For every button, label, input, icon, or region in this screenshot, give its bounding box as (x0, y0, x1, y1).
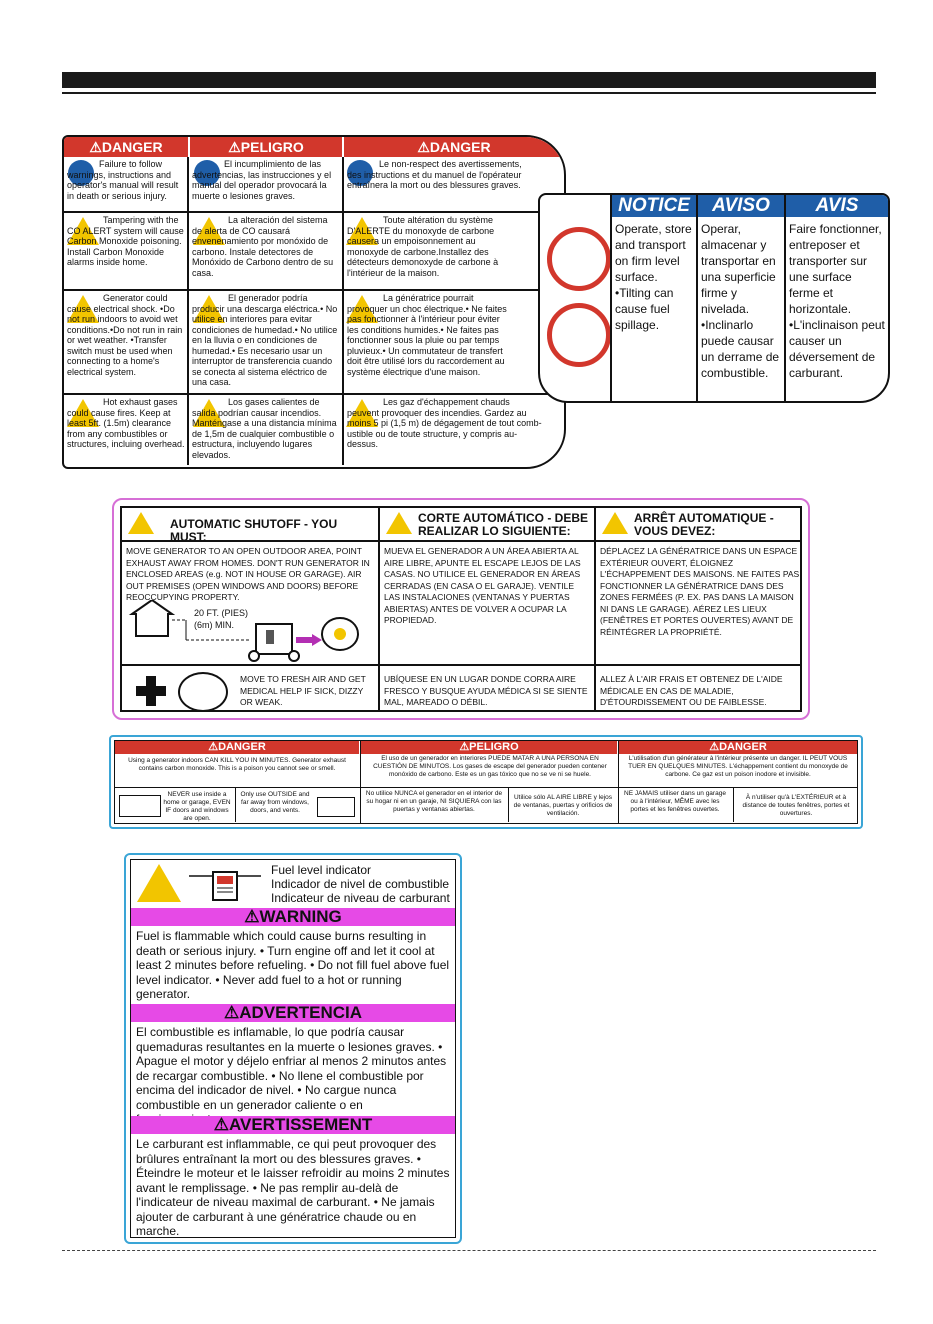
co-outside-fr: À n'utiliser qu'à L'EXTÉRIEUR et à distance de toutes fenêtres, portes et ouvertures. (742, 794, 850, 817)
danger-header-fr: ⚠DANGER (619, 741, 857, 754)
warning-text: Le non-respect des avertissements, des instructions et du manuel de l'opérateur entraînera la mort ou des blessures graves. (347, 159, 522, 190)
no-tilt-icon (547, 303, 611, 367)
peligro-header: ⚠PELIGRO (361, 741, 617, 754)
distance-label: 20 FT. (PIES) (6m) MIN. (194, 608, 249, 630)
warning-text: Failure to follow warnings, instructions and operator's manual will result in death or serious injury. (67, 159, 179, 201)
divider (610, 195, 612, 401)
fuel-text-es: El combustible es inflamable, lo que podría causar quemaduras resultantes en la muerte o lesiones graves. • Apague el motor y déjelo enfriar al menos 2 minutos antes de recargar combustible. • No llene el combustible por encima del indicador de nivel. • No cargue nunca combustible en un generador caliente o en (136, 1025, 447, 1112)
danger-header-en: ⚠DANGER (115, 741, 359, 754)
co-outside-es: Utilice sólo AL AIRE LIBRE y lejos de ventanas, puertas y orificios de ventilación. (513, 794, 613, 817)
co-text-fr: L'utilisation d'un générateur à l'intérieur présente un danger. IL PEUT VOUS TUER EN QUELQUES MINUTES. L'échappement contient du monoxyde de carbone. Ce gaz est un poison inodore et invisible. (628, 755, 848, 778)
automatic-shutoff-label (112, 498, 810, 720)
medical-text-en: MOVE TO FRESH AIR AND GET MEDICAL HELP IF SICK, DIZZY OR WEAK. (240, 674, 366, 707)
fuel-text-en: Fuel is flammable which could cause burns resulting in death or serious injury. • Turn engine off and let it cool at least 2 minutes before refueling. • Do not fill fuel above fuel level indicator. • Never add fuel to a hot or running generator. (136, 929, 450, 1001)
danger-header-en: ⚠DANGER (64, 137, 188, 157)
shutoff-heading-fr: ARRÊT AUTOMATIQUE - VOUS DEVEZ: (634, 511, 774, 538)
dizzy-face-icon (178, 672, 228, 712)
row-divider (64, 289, 564, 291)
avis-header: AVIS (786, 195, 888, 217)
divider (696, 195, 698, 401)
divider (784, 195, 786, 401)
co-outside-en: Only use OUTSIDE and far away from windows, doors, and vents. (240, 791, 310, 814)
advertencia-band: ⚠ADVERTENCIA (131, 1004, 455, 1022)
fire-hazard-icon (137, 864, 181, 902)
row-divider (64, 393, 564, 395)
footer-rule (62, 1250, 876, 1251)
co-text-en: Using a generator indoors CAN KILL YOU IN MINUTES. Generator exhaust contains carbon monoxide. This is a poison you cannot see or smell. (128, 757, 346, 772)
shutoff-text-fr: DÉPLACEZ LA GÉNÉRATRICE DANS UN ESPACE EXTÉRIEUR OUVERT, ÉLOIGNEZ L'ÉCHAPPEMENT DES MAISONS. NE FAITES PAS FONCTIONNER LA GÉNÉRATRICE DANS DES ZONES FERMÉES (P. EX. PAS DANS LA MAISON NI DANS LE GARAGE). AÉREZ LES LIEUX (FENÊTRES ET PORTES OUVERTES) AVANT DE RÉINTÉGRER LA PROPRIÉTÉ. (600, 546, 800, 637)
co-never-es: No utilice NUNCA el generador en el interior de su hogar ni en un garaje, NI SIQUIERA con las puertas y ventanas abiertas. (365, 790, 503, 813)
notice-text-en: Operate, store and transport on firm level surface. •Tilting can cause fuel spillage. (615, 222, 692, 332)
notice-header: NOTICE (612, 195, 696, 217)
fuel-gauge-icon (185, 862, 265, 904)
notice-text-fr: Faire fonctionner, entreposer et transporter sur une surface ferme et horizontale. •L'inclinaison peut causer un déversement de carburant. (789, 222, 885, 380)
warning-text: El generador podría producir una descarga eléctrica.• No utilice en interiores para evitar condiciones de humedad.• No utilice en la lluvia o en condiciones de humedad.• Es necesario usar un interruptor de transferencia cuando se conecta al sistema eléctrico de una casa. (192, 293, 338, 387)
aviso-header: AVISO (698, 195, 784, 217)
warning-text: Toute altération du système D'ALERTE du monoxyde de carbone causera un empoisonnement au monoxyde de carbone.Installez des détecteurs demonoxyde de carbone à l'intérieur de la maison. (347, 215, 499, 278)
shutoff-frame (120, 506, 802, 712)
co-danger-label (109, 735, 863, 829)
shutoff-heading-es: CORTE AUTOMÁTICO - DEBE REALIZAR LO SIGUIENTE: (418, 511, 588, 538)
medical-text-es: UBÍQUESE EN UN LUGAR DONDE CORRA AIRE FRESCO Y BUSQUE AYUDA MÉDICA SI SE SIENTE MAL, MAREADO O DÉBIL. (384, 674, 588, 707)
warning-text: Les gaz d'échappement chauds peuvent provoquer des incendies. Gardez au moins 5 pi (1,5 m) de dégagement de tout comb-ustible ou de toute structure, y compris au-dessus. (347, 397, 542, 449)
medical-text-fr: ALLEZ À L'AIR FRAIS ET OBTENEZ DE L'AIDE MÉDICALE EN CAS DE MALADIE, D'ÉTOURDISSEMENT OU DE FAIBLESSE. (600, 674, 783, 707)
notice-label (538, 193, 890, 403)
danger-header-fr: ⚠DANGER (344, 137, 564, 157)
warning-icon (602, 512, 628, 534)
medical-cross-icon (136, 676, 166, 706)
fuel-indicator-fr: Indicateur de niveau de carburant (271, 891, 450, 905)
fuel-text-fr: Le carburant est inflammable, ce qui peut provoquer des brûlures entraînant la mort ou des blessures graves. • Éteindre le moteur et le laisser refroidir au moins 2 minutes avant le remplissage. • Ne pas remplir au-delà de l'indicateur de niveau maximal de carburant. • Ne jamais ajouter de carburant à une génératrice chaude ou en marche. (136, 1137, 450, 1238)
no-tilt-icon (547, 227, 611, 291)
co-never-en: NEVER use inside a home or garage, EVEN IF doors and windows are open. (163, 791, 231, 822)
co-never-fr: NE JAMAIS utiliser dans un garage ou à l'intérieur, MÊME avec les portes et les fenêtres ouvertes. (624, 790, 726, 813)
warning-text: Tampering with the CO ALERT system will cause Carbon Monoxide poisoning. Install Carbon Monoxide alarms inside home. (67, 215, 184, 267)
shutoff-text-en: MOVE GENERATOR TO AN OPEN OUTDOOR AREA, POINT EXHAUST AWAY FROM HOMES. DON'T RUN GENERATOR IN ENCLOSED AREAS (e.g. NOT IN HOUSE OR GARAGE). AIR OUT PREMISES (OPEN WINDOWS AND DOORS) BEFORE REOCCUPYING PROPERTY. (126, 546, 370, 602)
avertissement-band: ⚠AVERTISSEMENT (131, 1116, 455, 1134)
warning-text: Generator could cause electrical shock. •Do not run indoors to avoid wet conditions.•Do not run in rain or wet weather. •Transfer switch must be used when connecting to a home's electrical system. (67, 293, 183, 377)
warning-text: Los gases calientes de salida podrían causar incendios. Manténgase a una distancia mínima de 1,5m de cualquier combustible o estructura, incluyendo lugares elevados. (192, 397, 337, 460)
fuel-indicator-es: Indicador de nivel de combustible (271, 877, 450, 891)
outside-house-icon (317, 797, 355, 817)
shutoff-heading-en: AUTOMATIC SHUTOFF - YOU MUST: (170, 517, 338, 544)
fuel-warning-label (124, 853, 462, 1244)
row-divider (64, 211, 564, 213)
warning-text: El incumplimiento de las advertencias, las instrucciones y el manual del operador provocará la muerte o lesiones graves. (192, 159, 332, 201)
danger-label-trilingual (62, 135, 566, 469)
no-indoor-icon (119, 795, 161, 817)
fuel-frame (130, 859, 456, 1238)
notice-text-es: Operar, almacenar y transportar en una superficie firme y nivelada. •Inclinarlo puede causar un derrame de combustible. (701, 222, 780, 380)
warning-band: ⚠WARNING (131, 908, 455, 926)
fuel-indicator-en: Fuel level indicator (271, 863, 372, 877)
warning-text: Hot exhaust gases could cause fires. Keep at least 5ft. (1.5m) clearance from any combustibles or structures, incluing overhead. (67, 397, 185, 449)
warning-text: La génératrice pourrait provoquer un choc électrique.• Ne faites pas fonctionner à l'intérieur pour éviter les conditions humides.• Ne faites pas fonctionner sous la pluie ou par temps pluvieux.• Un commutateur de transfert doit être utilisé lors du raccordement au système électrique d'une maison. (347, 293, 507, 377)
warning-text: La alteración del sistema de alerta de CO causará envenenamiento por monóxido de carbono. Instale detectores de Monóxido de Carbono dentro de su casa. (192, 215, 334, 278)
co-text-es: El uso de un generador en interiores PUEDE MATAR A UNA PERSONA EN CUESTIÓN DE MINUTOS. Los gases de escape del generador pueden contener monóxido de carbono. Este es un gas tóxico que no se ve ni se huele. (373, 755, 607, 778)
warning-icon (386, 512, 412, 534)
header-bar (62, 72, 876, 88)
header-rule (62, 92, 876, 94)
shutoff-text-es: MUEVA EL GENERADOR A UN ÁREA ABIERTA AL AIRE LIBRE, APUNTE EL ESCAPE LEJOS DE LAS CASAS. NO UTILICE EL GENERADOR EN ÁREAS CERRADAS (EN CASA O EL GARAJE). VENTILE LAS INSTALACIONES (VENTANAS Y PUERTAS ABIERTAS) ANTES DE VOLVER A OCUPAR LA PROPIEDAD. (384, 546, 581, 625)
peligro-header: ⚠PELIGRO (190, 137, 342, 157)
co-frame (114, 740, 858, 824)
warning-icon (128, 512, 154, 534)
